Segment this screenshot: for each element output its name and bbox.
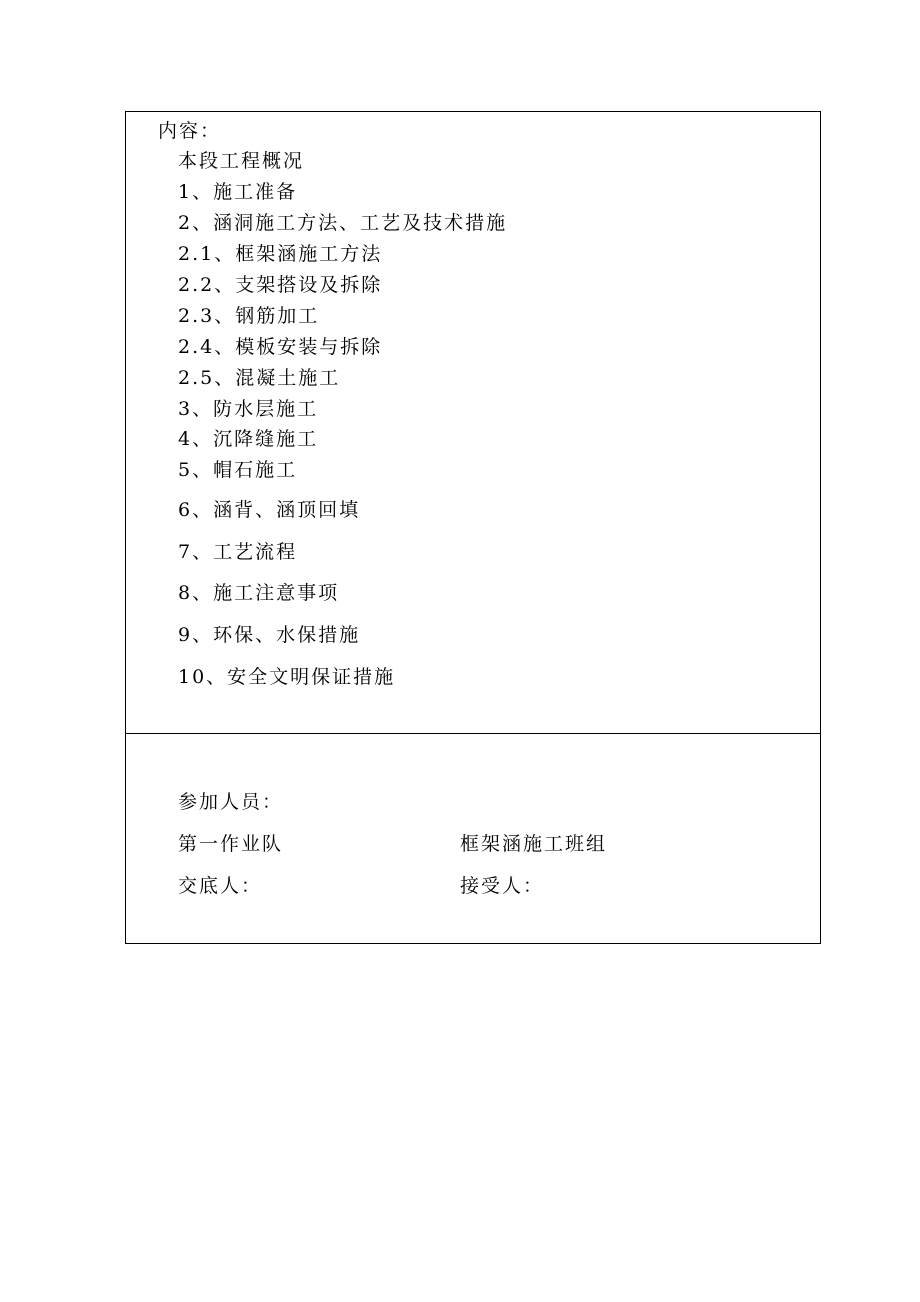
list-item: 8、施工注意事项 <box>178 582 340 604</box>
participants-cell <box>126 734 820 944</box>
team-left: 第一作业队 <box>178 833 284 855</box>
list-item: 2.4、模板安装与拆除 <box>178 336 383 358</box>
list-item: 1、施工准备 <box>178 181 298 203</box>
content-label: 内容： <box>158 120 222 142</box>
list-item: 5、帽石施工 <box>178 459 298 481</box>
list-item: 2.2、支架搭设及拆除 <box>178 274 383 296</box>
receiver-label: 接受人： <box>460 875 545 897</box>
briefer-label: 交底人： <box>178 875 263 897</box>
overview-item: 本段工程概况 <box>178 150 305 172</box>
list-item: 2.1、框架涵施工方法 <box>178 243 383 265</box>
list-item: 7、工艺流程 <box>178 541 298 563</box>
participants-label: 参加人员： <box>178 791 284 813</box>
list-item: 9、环保、水保措施 <box>178 624 361 646</box>
list-item: 2、涵洞施工方法、工艺及技术措施 <box>178 212 508 234</box>
content-cell <box>126 112 820 734</box>
list-item: 2.3、钢筋加工 <box>178 305 320 327</box>
team-right: 框架涵施工班组 <box>460 833 608 855</box>
list-item: 6、涵背、涵顶回填 <box>178 499 361 521</box>
list-item: 4、沉降缝施工 <box>178 428 319 450</box>
list-item: 10、安全文明保证措施 <box>178 666 396 688</box>
list-item: 3、防水层施工 <box>178 398 319 420</box>
briefing-table <box>125 111 821 944</box>
list-item: 2.5、混凝土施工 <box>178 367 341 389</box>
